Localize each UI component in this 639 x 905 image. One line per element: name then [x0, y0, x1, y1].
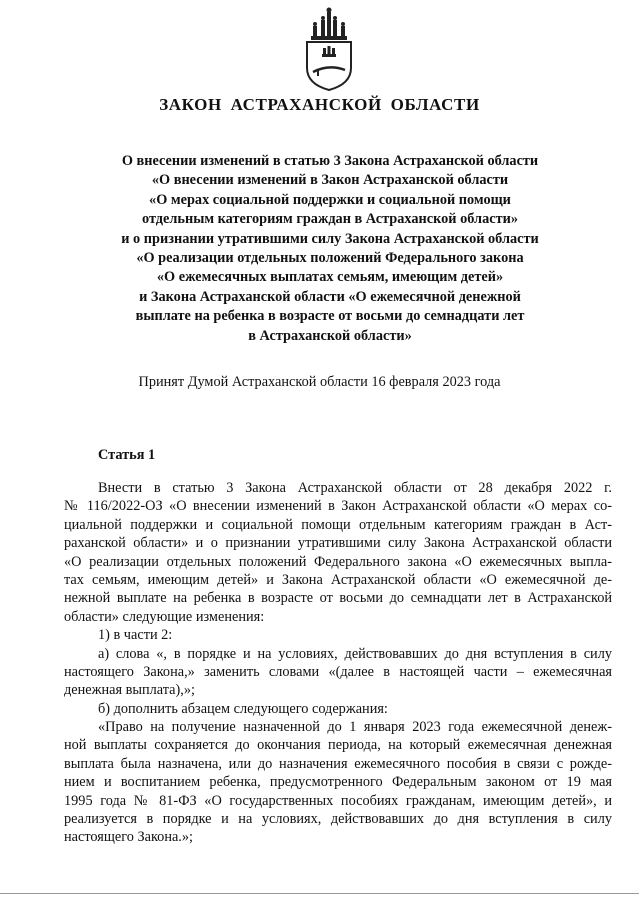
- article-line: выплата была назначена, или до назначения ежемесячного пособия в связи с рожде-: [64, 755, 612, 772]
- article-line: № 116/2022-ОЗ «О внесении изменений в Закон Астраханской области «О мерах со-: [64, 498, 612, 515]
- subject-line: О внесении изменений в статью 3 Закона Астраханской области: [121, 153, 539, 169]
- article-body: [64, 479, 612, 847]
- law-subject: [80, 152, 580, 346]
- subject-line: и Закона Астраханской области «О ежемесячной денежной: [139, 288, 521, 305]
- article-line: нием и воспитанием ребенка, предусмотренного Федеральным законом от 19 мая: [64, 774, 612, 791]
- subject-line: отдельным категориям граждан в Астраханской области»: [142, 211, 518, 228]
- article-line: настоящего Закона.»;: [64, 829, 194, 846]
- article-line: тах семьям, имеющим детей» и Закона Астраханской области «О ежемесячной де-: [64, 571, 612, 588]
- article-line: циальной поддержки и социальной помощи отдельным категориям граждан в Аст-: [64, 516, 612, 533]
- subject-line: и о признании утратившими силу Закона Астраханской области: [121, 230, 539, 247]
- article-line: 1995 года № 81-ФЗ «О государственных пособиях гражданам, имеющим детей», и: [64, 792, 612, 809]
- article-line: нежной выплате на ребенка в возрасте от восьми до семнадцати лет в Астраханской: [64, 590, 612, 607]
- adoption-note: Принят Думой Астраханской области 16 февраля 2023 года: [138, 374, 501, 390]
- article-line: ной выплаты сохраняется до окончания периода, на который ежемесячная денежная: [64, 737, 612, 754]
- article-line: б) дополнить абзацем следующего содержания:: [98, 700, 388, 717]
- article-line: раханской области» и о признании утратившими силу Закона Астраханской области: [64, 535, 612, 552]
- article-line: а) слова «, в порядке и на условиях, действовавших до дня вступления в силу: [98, 645, 612, 662]
- article-line: Внести в статью 3 Закона Астраханской области от 28 декабря 2022 г.: [98, 480, 612, 496]
- page-bottom-divider: [0, 893, 639, 894]
- law-title: ЗАКОН АСТРАХАНСКОЙ ОБЛАСТИ: [159, 95, 480, 114]
- article-line: «Право на получение назначенной до 1 января 2023 года ежемесячной денеж-: [98, 719, 612, 736]
- subject-line: в Астраханской области»: [248, 327, 412, 344]
- coat-of-arms-icon: [297, 6, 361, 92]
- article-line: денежная выплата),»;: [64, 682, 195, 699]
- subject-line: выплате на ребенка в возрасте от восьми до семнадцати лет: [135, 308, 525, 325]
- article-line: «О реализации отдельных положений Федерального закона «О ежемесячных выпла-: [64, 553, 612, 570]
- article-line: области» следующие изменения:: [64, 608, 265, 625]
- article-line: реализуется в порядке и на условиях, действовавших до дня вступления в силу: [64, 811, 612, 828]
- article-line: 1) в части 2:: [98, 627, 173, 644]
- subject-line: «О ежемесячных выплатах семьям, имеющим детей»: [156, 269, 504, 286]
- subject-line: «О внесении изменений в Закон Астраханской области: [151, 172, 509, 189]
- subject-line: «О реализации отдельных положений Федерального закона: [136, 250, 524, 267]
- article-line: настоящего Закона,» заменить словами «(далее в настоящей части – ежемесячная: [64, 663, 612, 680]
- article-heading: Статья 1: [98, 447, 156, 463]
- subject-line: «О мерах социальной поддержки и социальной помощи: [149, 191, 511, 208]
